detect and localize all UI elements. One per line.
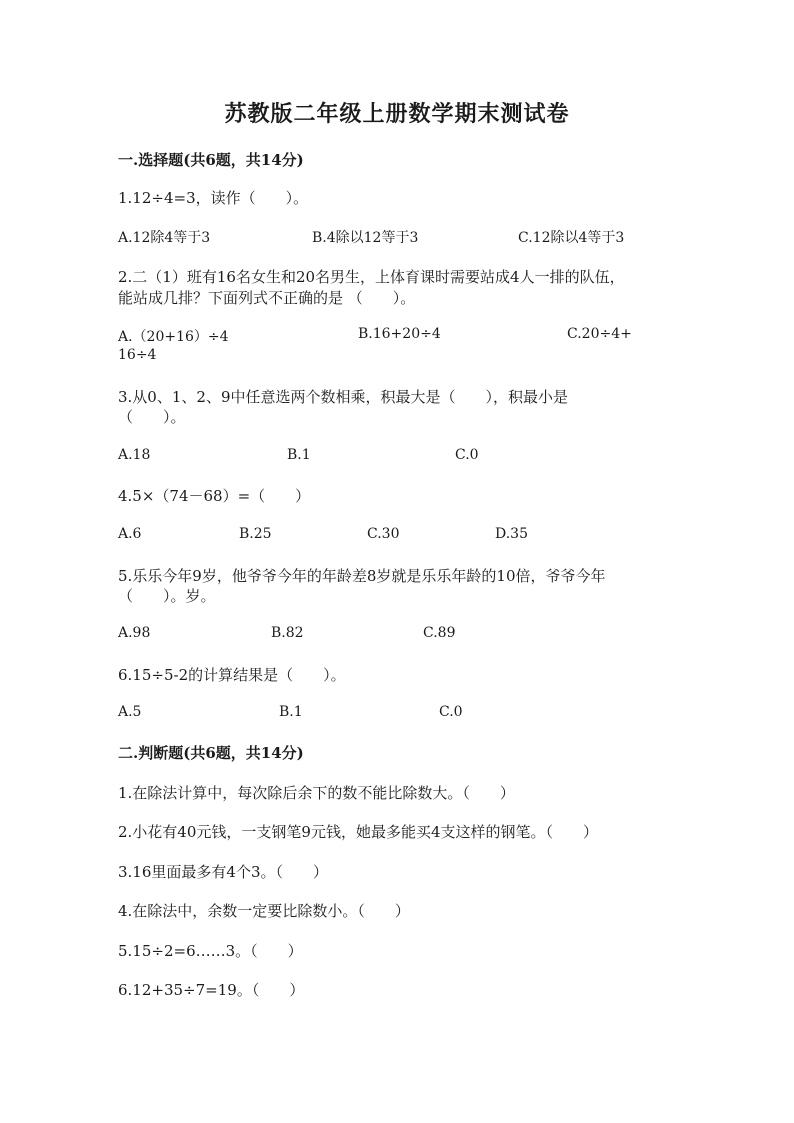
question-2-option-c: C.20÷4+ [567, 326, 632, 342]
judgement-question-3: 3.16里面最多有4个3。（ ） [118, 863, 328, 881]
question-1-option-a: A.12除4等于3 [118, 230, 211, 246]
question-6-option-c: C.0 [439, 704, 463, 720]
question-5-option-a: A.98 [118, 625, 151, 641]
judgement-question-5: 5.15÷2=6……3。（ ） [118, 942, 303, 960]
question-4-stem: 4.5×（74－68）=（ ） [118, 487, 311, 505]
question-4-option-d: D.35 [495, 526, 528, 542]
question-3-option-b: B.1 [287, 447, 311, 463]
question-5-stem-line1: 5.乐乐今年9岁，他爷爷今年的年龄差8岁就是乐乐年龄的10倍，爷爷今年 [118, 567, 606, 585]
question-5-option-c: C.89 [423, 625, 456, 641]
question-1-stem: 1.12÷4=3，读作（ ）。 [118, 189, 309, 207]
question-3-option-a: A.18 [118, 447, 151, 463]
question-2-option-b: B.16+20÷4 [358, 326, 441, 342]
question-4-option-a: A.6 [118, 526, 142, 542]
section-heading-choice: 一.选择题(共6题，共14分) [118, 151, 304, 169]
question-4-option-b: B.25 [239, 526, 272, 542]
question-2-option-a: A.（20+16）÷4 [118, 329, 229, 345]
judgement-question-6: 6.12+35÷7=19。（ ） [118, 981, 305, 999]
judgement-question-4: 4.在除法中，余数一定要比除数小。（ ） [118, 902, 410, 920]
judgement-question-1: 1.在除法计算中，每次除后余下的数不能比除数大。（ ） [118, 784, 515, 802]
question-3-option-c: C.0 [455, 447, 479, 463]
page-title: 苏教版二年级上册数学期末测试卷 [224, 101, 570, 127]
question-3-stem-line1: 3.从0、1、2、9中任意选两个数相乘，积最大是（ ），积最小是 [118, 388, 568, 406]
question-6-option-a: A.5 [118, 704, 142, 720]
question-2-option-c-cont: 16÷4 [118, 347, 157, 363]
judgement-question-2: 2.小花有40元钱，一支钢笔9元钱，她最多能买4支这样的钢笔。（ ） [118, 823, 598, 841]
question-2-stem-line2: 能站成几排？下面列式不正确的是 （ ）。 [118, 289, 416, 307]
question-6-stem: 6.15÷5-2的计算结果是（ ）。 [118, 666, 346, 684]
question-5-stem-line2: （ ）。岁。 [118, 587, 216, 605]
question-5-option-b: B.82 [271, 625, 304, 641]
question-2-stem-line1: 2.二（1）班有16名女生和20名男生，上体育课时需要站成4人一排的队伍， [118, 268, 625, 286]
section-heading-judgement: 二.判断题(共6题，共14分) [118, 744, 304, 762]
question-6-option-b: B.1 [279, 704, 303, 720]
question-3-stem-line2: （ ）。 [118, 408, 186, 426]
question-1-option-c: C.12除以4等于3 [518, 230, 625, 246]
question-4-option-c: C.30 [367, 526, 400, 542]
question-1-option-b: B.4除以12等于3 [312, 230, 419, 246]
